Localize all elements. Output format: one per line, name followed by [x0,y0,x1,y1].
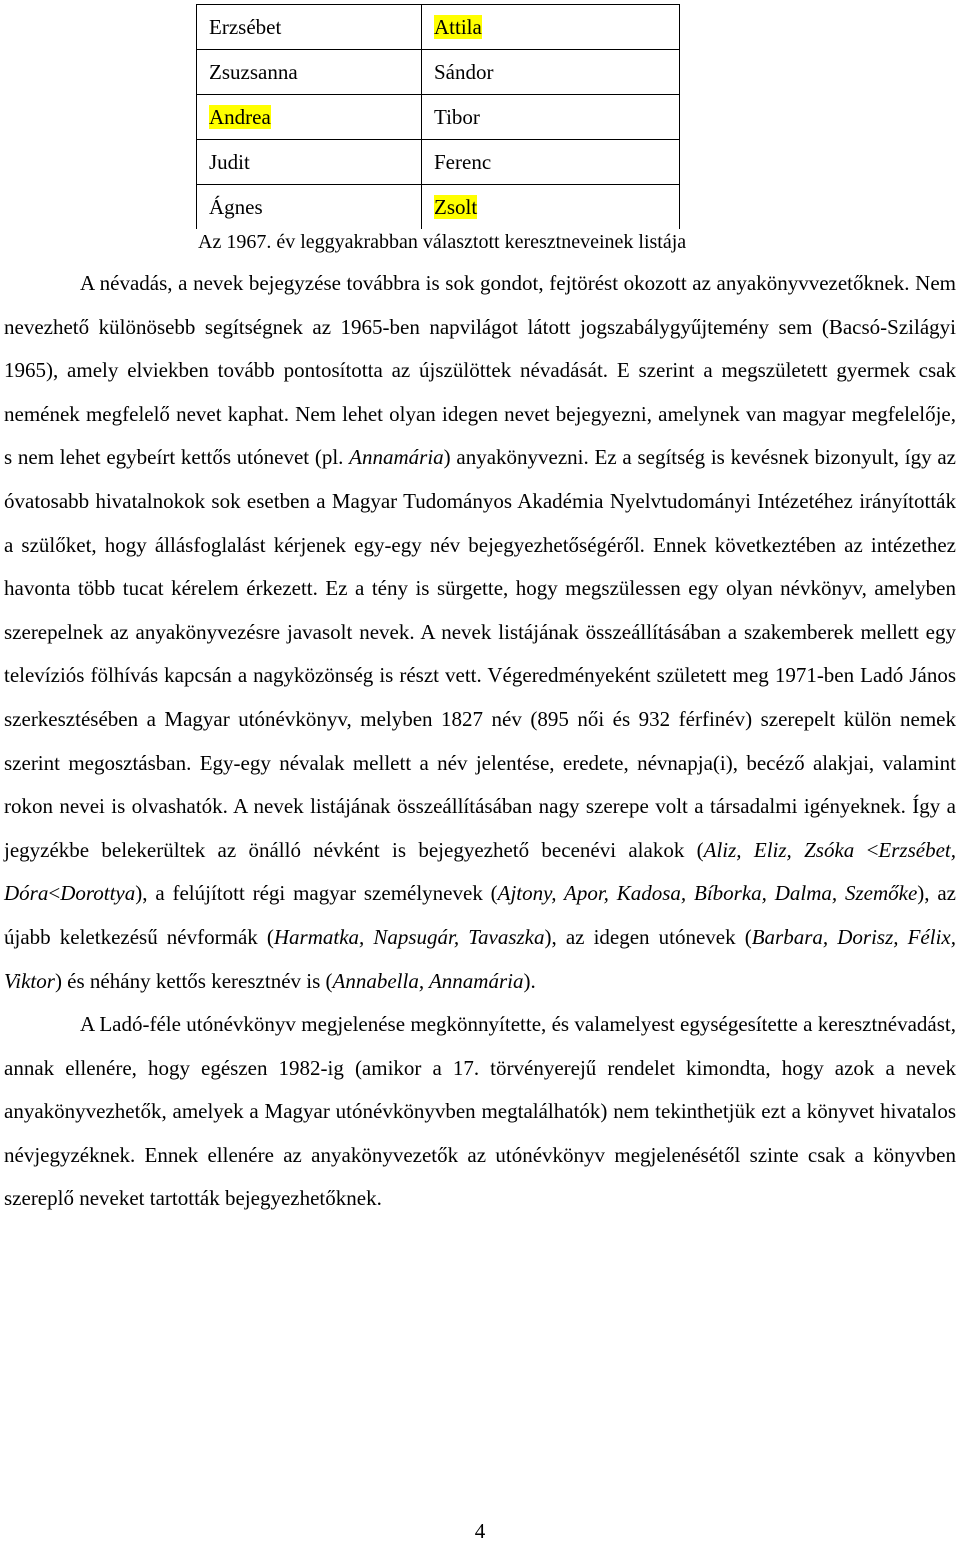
name-text: Zsuzsanna [209,60,298,84]
text-run: < [48,881,61,906]
name-text: Andrea [209,105,271,129]
text-run: ), a felújított régi magyar személynevek ( [135,881,498,906]
paragraph [4,262,956,1003]
italic-name-example: Aliz, Eliz, Zsóka [703,837,855,862]
italic-name-example: Barbara, Dorisz, Félix, Viktor [4,924,956,993]
table-row [197,5,680,50]
name-text: Attila [434,15,482,39]
female-name-cell [197,5,422,50]
paragraph [4,1003,956,1221]
table-row [197,140,680,185]
name-text: Sándor [434,60,494,84]
table-row [197,50,680,95]
page-number: 4 [474,1519,486,1543]
text-run: ), az idegen utónevek ( [544,924,752,949]
text-run: < [854,837,879,862]
text-run: ) és néhány kettős keresztnév is ( [54,968,333,993]
names-table [196,4,680,229]
name-text: Zsolt [434,195,478,219]
table-caption: Az 1967. év leggyakrabban választott keresztneveinek listája [198,231,687,253]
name-text: Judit [209,150,250,174]
female-name-cell [197,95,422,140]
text-run: A Ladó-féle utónévkönyv megjelenése megkönnyítette, és valamelyest egységesítette a keresztnévadást, annak ellenére, hogy egészen 1982-ig (amikor a 17. törvényerejű rendelet kimondta, hogy azok a nevek anyakönyvezhetők, amelyek a Magyar utónévkönyvben megtalálhatók) nem tekinthetjük ezt a könyvet hivatalos névjegyzéknek. Ennek ellenére az anyakönyvezetők az utónévkönyv megjelenésétől szinte csak a könyvben szereplő neveket tartották bejegyezhetőknek. [4,1012,956,1211]
male-name-cell [422,185,680,230]
italic-name-example: Harmatka, Napsugár, Tavaszka [273,924,545,949]
text-run: A névadás, a nevek bejegyzése továbbra is sok gondot, fejtörést okozott az anyakönyvvezetőknek. Nem nevezhető különösebb segítségnek az 1965-ben napvilágot látott jogszabálygyűjtemény sem (Bacsó-Szilágyi 1965), amely elviekben tovább pontosította az újszülöttek névadását. E szerint a megszületett gyermek csak nemének megfelelő nevet kaphat. Nem lehet olyan idegen nevet bejegyezni, amelynek van magyar megfelelője, s nem lehet egybeírt kettős utónevet (pl. [4,271,956,470]
female-name-cell [197,50,422,95]
body-text [4,262,956,1221]
text-run: ), az újabb keletkezésű névformák ( [4,881,956,949]
male-name-cell [422,140,680,185]
italic-name-example: Ajtony, Apor, Kadosa, Bíborka, Dalma, Szemőke [497,881,918,906]
names-table-body [197,5,680,230]
male-name-cell [422,5,680,50]
female-name-cell [197,140,422,185]
name-text: Ferenc [434,150,492,174]
text-run: ). [523,968,536,993]
female-name-cell [197,185,422,230]
male-name-cell [422,95,680,140]
name-text: Ágnes [209,195,263,219]
name-text: Erzsébet [209,15,282,39]
italic-name-example: Annamária [349,445,444,470]
text-run: ) anyakönyvezni. Ez a segítség is kevésnek bizonyult, így az óvatosabb hivatalnokok sok esetben a Magyar Tudományos Akadémia Nyelvtudományi Intézetéhez irányították a szülőket, hogy állásfoglalást kérjenek egy-egy név bejegyezhetőségéről. Ennek következtében az intézethez havonta több tucat kérelem érkezett. Ez a tény is sürgette, hogy megszülessen egy olyan névkönyv, amelyben szerepelnek az anyakönyvezésre javasolt nevek. A nevek listájának összeállításában a szakemberek mellett egy televíziós fölhívás kapcsán a nagyközönség is részt vett. Végeredményeként született meg 1971-ben Ladó János szerkesztésében a Magyar utónévkönyv, melyben 1827 név (895 női és 932 férfinév) szerepelt külön nemek szerint megosztásban. Egy-egy névalak mellett a név jelentése, eredete, névnapja(i), becéző alakjai, valamint rokon nevei is olvashatók. A nevek listájának összeállításában nagy szerepe volt a társadalmi igényeknek. Így a jegyzékbe belekerültek az önálló névként is bejegyezhető becenévi alakok ( [4,445,956,862]
table-row [197,95,680,140]
italic-name-example: Erzsébet, Dóra [4,837,956,906]
italic-name-example: Annabella, Annamária [332,968,524,993]
italic-name-example: Dorottya [60,881,136,906]
male-name-cell [422,50,680,95]
name-text: Tibor [434,105,480,129]
table-row [197,185,680,230]
